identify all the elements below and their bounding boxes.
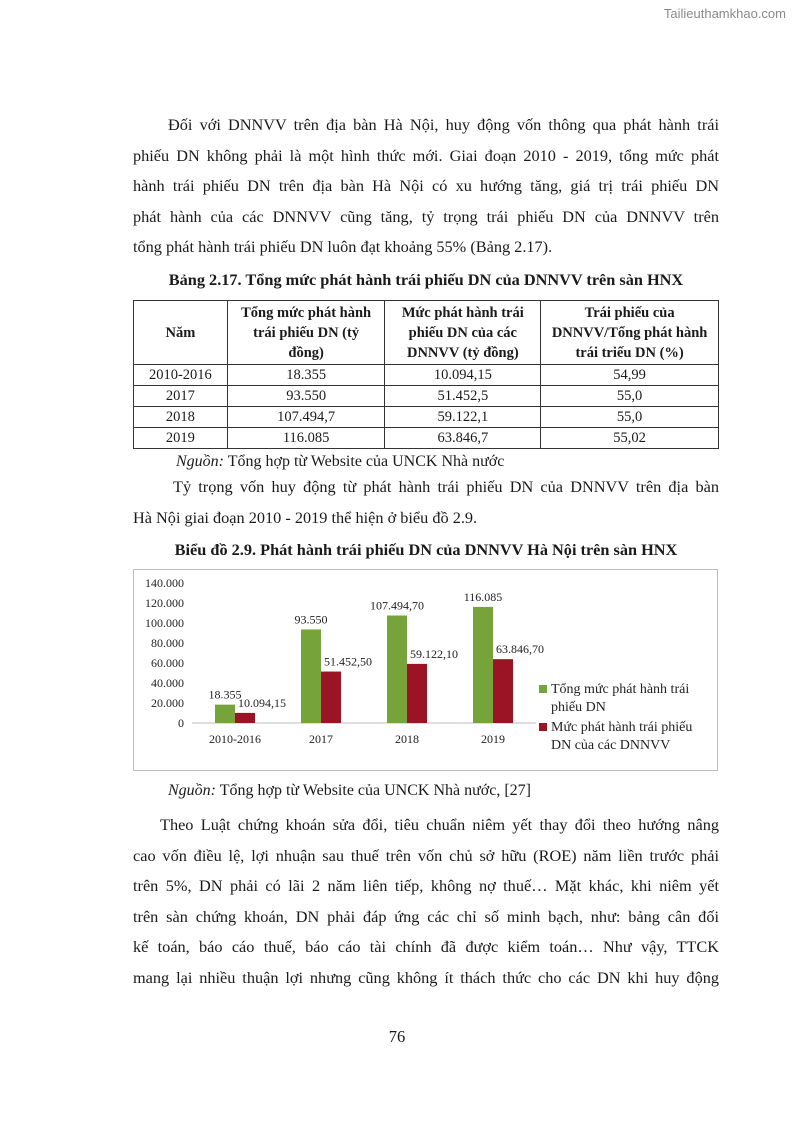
watermark: Tailieuthamkhao.com: [663, 6, 786, 21]
text-line: cao vốn điều lệ, lợi nhuận sau thuế trên vốn chủ sở hữu (ROE) năm liền trước phải: [133, 845, 719, 865]
table-row: [134, 428, 719, 449]
data-label: 18.355: [208, 687, 242, 702]
table-cell: 2018: [134, 407, 228, 428]
header-year: Năm: [134, 301, 228, 365]
closing-paragraph: [133, 810, 719, 994]
table-cell: 2010-2016: [134, 365, 228, 386]
text-line: trên 5%, DN phải có lãi 2 năm liên tiếp, không nợ thuế… Mặt khác, khi niêm yết: [133, 876, 719, 896]
bond-issuance-table: [133, 300, 719, 449]
y-tick-label: 20.000: [151, 696, 184, 710]
legend-label: DN của các DNNVV: [551, 738, 671, 753]
table-cell: 18.355: [227, 365, 385, 386]
data-label: 59.122,10: [410, 646, 458, 661]
text-line: hành trái phiếu DN trên địa bàn Hà Nội có xu hướng tăng, giá trị trái phiếu DN: [133, 176, 719, 196]
table-cell: 2017: [134, 386, 228, 407]
table-cell: 55,02: [541, 428, 719, 449]
page-number: 76: [388, 1027, 406, 1046]
y-tick-label: 60.000: [151, 656, 184, 670]
table-cell: 63.846,7: [385, 428, 541, 449]
legend-swatch: [539, 723, 547, 731]
text-line: phiếu DN không phải là một hình thức mới. Giai đoạn 2010 - 2019, tổng mức phát: [133, 145, 719, 165]
source-text: Tổng hợp từ Website của UNCK Nhà nước, [27]: [216, 782, 531, 799]
table-row: [134, 407, 719, 428]
y-tick-label: 0: [178, 716, 184, 730]
table-cell: 55,0: [541, 407, 719, 428]
header-sme-issuance: Mức phát hành trái phiếu DN của các DNNVV (tỷ đồng): [385, 301, 541, 365]
bar-sme: [407, 664, 427, 723]
header-total-issuance: Tổng mức phát hành trái phiếu DN (tỷ đồng): [227, 301, 385, 365]
text-line: tổng phát hành trái phiếu DN luôn đạt khoảng 55% (Bảng 2.17).: [133, 237, 553, 257]
data-label: 51.452,50: [324, 654, 372, 669]
data-label: 116.085: [463, 589, 503, 604]
table-cell: 107.494,7: [227, 407, 385, 428]
bar-total: [387, 616, 407, 723]
y-tick-label: 40.000: [151, 676, 184, 690]
header-sme-share: Trái phiếu của DNNVV/Tổng phát hành trái triếu DN (%): [541, 301, 719, 365]
table-cell: 51.452,5: [385, 386, 541, 407]
x-tick-label: 2017: [309, 732, 333, 746]
table-cell: 93.550: [227, 386, 385, 407]
text-line: Đối với DNNVV trên địa bàn Hà Nội, huy động vốn thông qua phát hành trái: [168, 115, 719, 134]
text-line: kế toán, báo cáo thuế, báo cáo tài chính đã được kiểm toán… Như vậy, TTCK: [133, 937, 719, 957]
y-tick-label: 80.000: [151, 636, 184, 650]
bar-sme: [493, 659, 513, 723]
intro-paragraph: [133, 110, 719, 263]
legend-label: Mức phát hành trái phiếu: [551, 720, 693, 735]
y-tick-label: 100.000: [145, 616, 184, 630]
text-line: phát hành của các DNNVV cũng tăng, tỷ trọng trái phiếu DN của DNNVV trên: [133, 206, 719, 226]
data-label: 93.550: [294, 612, 328, 627]
table-cell: 10.094,15: [385, 365, 541, 386]
chart-frame: [133, 569, 718, 771]
y-tick-label: 140.000: [145, 576, 184, 590]
table-header-row: [134, 301, 719, 365]
table-row: [134, 365, 719, 386]
data-label: 10.094,15: [238, 695, 286, 710]
text-line: trên sàn chứng khoán, DN phải đáp ứng các chỉ số minh bạch, như: bảng cân đối: [133, 906, 719, 926]
bar-total: [215, 705, 235, 723]
data-label: 107.494,70: [370, 598, 424, 613]
x-tick-label: 2010-2016: [209, 732, 261, 746]
text-line: Tỷ trọng vốn huy động từ phát hành trái phiếu DN của DNNVV trên địa bàn: [173, 477, 719, 496]
bar-chart: [134, 570, 717, 770]
table-cell: 2019: [134, 428, 228, 449]
source-label: Nguồn:: [176, 453, 224, 470]
table-row: [134, 386, 719, 407]
source-text: Tổng hợp từ Website của UNCK Nhà nước: [224, 453, 505, 470]
x-tick-label: 2018: [395, 732, 419, 746]
y-tick-label: 120.000: [145, 596, 184, 610]
table-cell: 59.122,1: [385, 407, 541, 428]
chart-caption: Biểu đồ 2.9. Phát hành trái phiếu DN của DNNVV Hà Nội trên sàn HNX: [174, 540, 678, 559]
legend-label: phiếu DN: [551, 700, 606, 715]
bar-sme: [321, 672, 341, 723]
table-caption: Bảng 2.17. Tổng mức phát hành trái phiếu DN của DNNVV trên sàn HNX: [168, 270, 684, 289]
bar-total: [301, 629, 321, 723]
bar-sme: [235, 713, 255, 723]
source-label: Nguồn:: [168, 782, 216, 799]
chart-source: [168, 782, 531, 800]
legend-swatch: [539, 685, 547, 693]
bar-total: [473, 607, 493, 723]
text-line: Theo Luật chứng khoán sửa đổi, tiêu chuẩn niêm yết thay đổi theo hướng nâng: [160, 815, 719, 834]
table-source: [176, 453, 504, 471]
table-cell: 116.085: [227, 428, 385, 449]
chart-intro-paragraph: [133, 472, 719, 533]
legend-label: Tổng mức phát hành trái: [551, 682, 690, 697]
text-line: Hà Nội giai đoạn 2010 - 2019 thể hiện ở biểu đồ 2.9.: [133, 507, 478, 527]
table-cell: 54,99: [541, 365, 719, 386]
x-tick-label: 2019: [481, 732, 505, 746]
text-line: mang lại nhiều thuận lợi nhưng cũng không ít thách thức cho các DN khi huy động: [133, 967, 719, 987]
data-label: 63.846,70: [496, 642, 544, 657]
table-cell: 55,0: [541, 386, 719, 407]
